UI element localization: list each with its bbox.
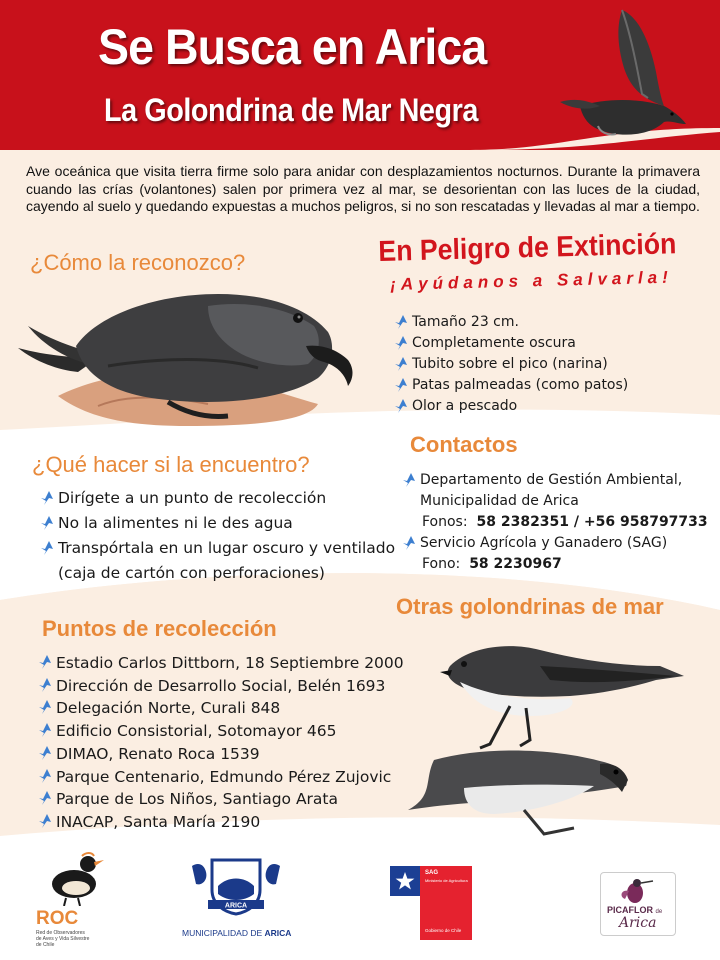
contact-org-line: Departamento de Gestión Ambiental, bbox=[420, 472, 683, 488]
hummingbird-icon bbox=[619, 877, 655, 907]
bird-bullet-icon bbox=[394, 314, 408, 330]
bird-bullet-icon bbox=[38, 768, 52, 784]
list-item: Olor a pescado bbox=[394, 396, 628, 417]
municipalidad-logo bbox=[182, 856, 292, 956]
phone-number: 58 2382351 / +56 958797733 bbox=[476, 514, 708, 530]
list-item: Parque de Los Niños, Santiago Arata bbox=[38, 788, 404, 811]
contact-org-line: Municipalidad de Arica bbox=[420, 493, 579, 509]
phone-label: Fono: bbox=[422, 556, 461, 572]
list-item: No la alimentes ni le des agua bbox=[40, 511, 395, 536]
bird-bullet-icon bbox=[402, 535, 416, 551]
sag-logo bbox=[390, 866, 472, 940]
sag-name: SAG bbox=[425, 870, 439, 876]
picaflor-logo bbox=[600, 872, 676, 936]
bird-bullet-icon bbox=[40, 540, 54, 556]
bird-bullet-icon bbox=[394, 356, 408, 372]
white-bellied-petrel-photo bbox=[430, 636, 690, 756]
dark-petrel-photo bbox=[404, 740, 644, 840]
list-item: Delegación Norte, Curali 848 bbox=[38, 697, 404, 720]
bird-bullet-icon bbox=[40, 515, 54, 531]
flying-petrel-image bbox=[560, 2, 690, 152]
contact-item bbox=[402, 533, 712, 575]
bird-bullet-icon bbox=[394, 398, 408, 414]
bird-bullet-icon bbox=[38, 722, 52, 738]
list-item: Tamaño 23 cm. bbox=[394, 312, 628, 333]
intro-paragraph: Ave oceánica que visita tierra firme solo para anidar con desplazamientos nocturnos. Durante la primavera cuando las crías (volantones) salen por primera vez al mar, se desorientan con las luces de la ciudad, cayendo al suelo y quedando expuestas a muchos peligros, si no son rescatadas y llevadas al mar a tiempo. bbox=[26, 163, 700, 214]
bird-bullet-icon bbox=[394, 335, 408, 351]
list-item: Dirígete a un punto de recolección bbox=[40, 486, 395, 511]
list-item: Transpórtala en un lugar oscuro y ventilado bbox=[40, 536, 395, 561]
roc-subtitle: Red de Observadores de Aves y Vida Silvestre de Chile bbox=[36, 930, 90, 948]
muni-band-text: ARICA bbox=[224, 902, 248, 910]
list-item: INACAP, Santa María 2190 bbox=[38, 811, 404, 834]
endangered-banner: En Peligro de Extinción bbox=[378, 228, 677, 268]
sag-ministry: Ministerio de Agricultura bbox=[425, 878, 468, 883]
identify-heading: ¿Cómo la reconozco? bbox=[30, 250, 246, 275]
other-petrels-heading: Otras golondrinas de mar bbox=[396, 594, 664, 619]
bird-bullet-icon bbox=[38, 813, 52, 829]
bird-bullet-icon bbox=[38, 654, 52, 670]
what-to-do-list bbox=[40, 486, 395, 586]
arica-coat-of-arms-icon bbox=[188, 856, 284, 918]
contact-org-line: Servicio Agrícola y Ganadero (SAG) bbox=[420, 535, 668, 551]
collection-points-heading: Puntos de recolección bbox=[42, 616, 277, 641]
picaflor-city: Arica bbox=[619, 915, 657, 931]
list-item: Completamente oscura bbox=[394, 333, 628, 354]
bird-bullet-icon bbox=[38, 745, 52, 761]
bird-bullet-icon bbox=[402, 472, 416, 488]
phone-number: 58 2230967 bbox=[469, 556, 562, 572]
roc-logo bbox=[36, 850, 106, 950]
collection-points-list bbox=[38, 652, 404, 834]
help-save-banner: ¡Ayúdanos a Salvarla! bbox=[390, 267, 674, 294]
list-item-note: (caja de cartón con perforaciones) bbox=[58, 564, 325, 582]
muni-caption: MUNICIPALIDAD DE ARICA bbox=[182, 928, 292, 938]
bird-bullet-icon bbox=[38, 677, 52, 693]
phone-label: Fonos: bbox=[422, 514, 468, 530]
contacts-block bbox=[402, 470, 712, 575]
list-item: Tubito sobre el pico (narina) bbox=[394, 354, 628, 375]
bird-bullet-icon bbox=[40, 490, 54, 506]
list-item: Dirección de Desarrollo Social, Belén 1693 bbox=[38, 675, 404, 698]
contacts-heading: Contactos bbox=[410, 432, 518, 457]
page-subtitle: La Golondrina de Mar Negra bbox=[104, 92, 478, 128]
bird-bullet-icon bbox=[38, 790, 52, 806]
list-item: Patas palmeadas (como patos) bbox=[394, 375, 628, 396]
page-title: Se Busca en Arica bbox=[98, 19, 487, 75]
sag-gov: Gobierno de Chile bbox=[425, 928, 462, 933]
bird-bullet-icon bbox=[38, 699, 52, 715]
what-to-do-heading: ¿Qué hacer si la encuentro? bbox=[32, 452, 310, 477]
petrel-in-hand-photo bbox=[18, 286, 358, 430]
picaflor-name: PICAFLOR de bbox=[607, 905, 663, 915]
list-item: Parque Centenario, Edmundo Pérez Zujovic bbox=[38, 766, 404, 789]
star-icon bbox=[395, 871, 415, 891]
list-item: Estadio Carlos Dittborn, 18 Septiembre 2000 bbox=[38, 652, 404, 675]
bird-bullet-icon bbox=[394, 377, 408, 393]
feature-list bbox=[394, 312, 628, 417]
contact-item bbox=[402, 470, 712, 533]
list-item: Edificio Consistorial, Sotomayor 465 bbox=[38, 720, 404, 743]
list-item: DIMAO, Renato Roca 1539 bbox=[38, 743, 404, 766]
roc-bird-icon bbox=[36, 850, 106, 906]
roc-name: ROC bbox=[36, 908, 79, 929]
